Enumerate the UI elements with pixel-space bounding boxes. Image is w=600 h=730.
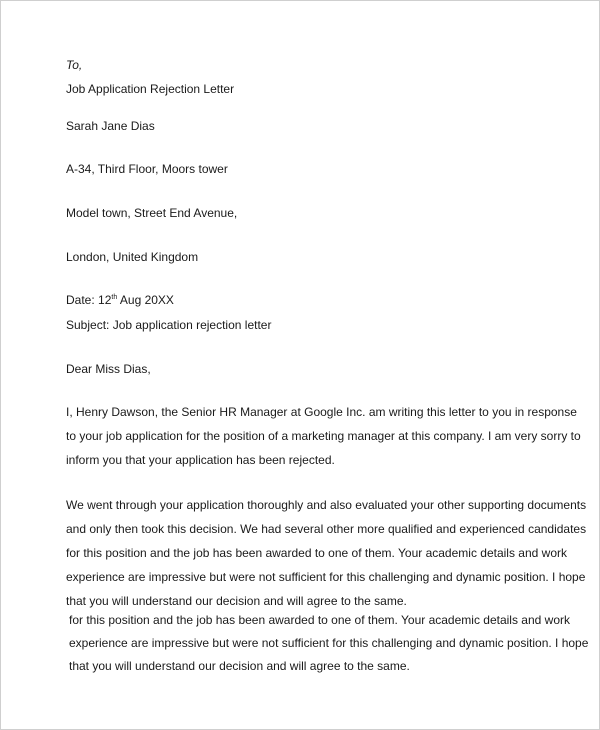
paragraph-1-line: to your job application for the position of a marketing manager at this company. I am very sorry to [66,429,581,443]
paragraph-1 [66,400,581,472]
date-rest: Aug 20XX [117,293,174,307]
paragraph-3-line: that you will understand our decision and will agree to the same. [69,659,410,673]
paragraph-2-line: We went through your application thoroughly and also evaluated your other supporting documents [66,498,587,512]
address-line-3: London, United Kingdom [66,250,199,264]
date-line [66,293,174,307]
to-line: To, [66,58,83,72]
paragraph-2-line: for this position and the job has been awarded to one of them. Your academic details and work [66,546,567,560]
address-line-2: Model town, Street End Avenue, [66,206,238,220]
paragraph-1-line: inform you that your application has been rejected. [66,453,335,467]
address-line-1: A-34, Third Floor, Moors tower [66,162,228,176]
paragraph-2-line: that you will understand our decision and will agree to the same. [66,594,407,608]
paragraph-1-line: I, Henry Dawson, the Senior HR Manager at Google Inc. am writing this letter to you in response [66,405,577,419]
subject-line: Subject: Job application rejection letter [66,318,272,332]
paragraph-2-line: experience are impressive but were not sufficient for this challenging and dynamic position. I hope [66,570,586,584]
recipient-title: Job Application Rejection Letter [66,82,235,96]
paragraph-3-line: experience are impressive but were not sufficient for this challenging and dynamic position. I hope [69,636,589,650]
recipient-name: Sarah Jane Dias [66,119,155,133]
paragraph-3-line: for this position and the job has been awarded to one of them. Your academic details and work [69,613,570,627]
date-suffix: th [111,294,118,301]
paragraph-2-line: and only then took this decision. We had several other more qualified and experienced candidates [66,522,587,536]
paragraph-3 [66,609,589,678]
salutation: Dear Miss Dias, [66,362,151,376]
paragraph-2 [66,493,587,613]
date-label: Date: 12 [66,293,112,307]
